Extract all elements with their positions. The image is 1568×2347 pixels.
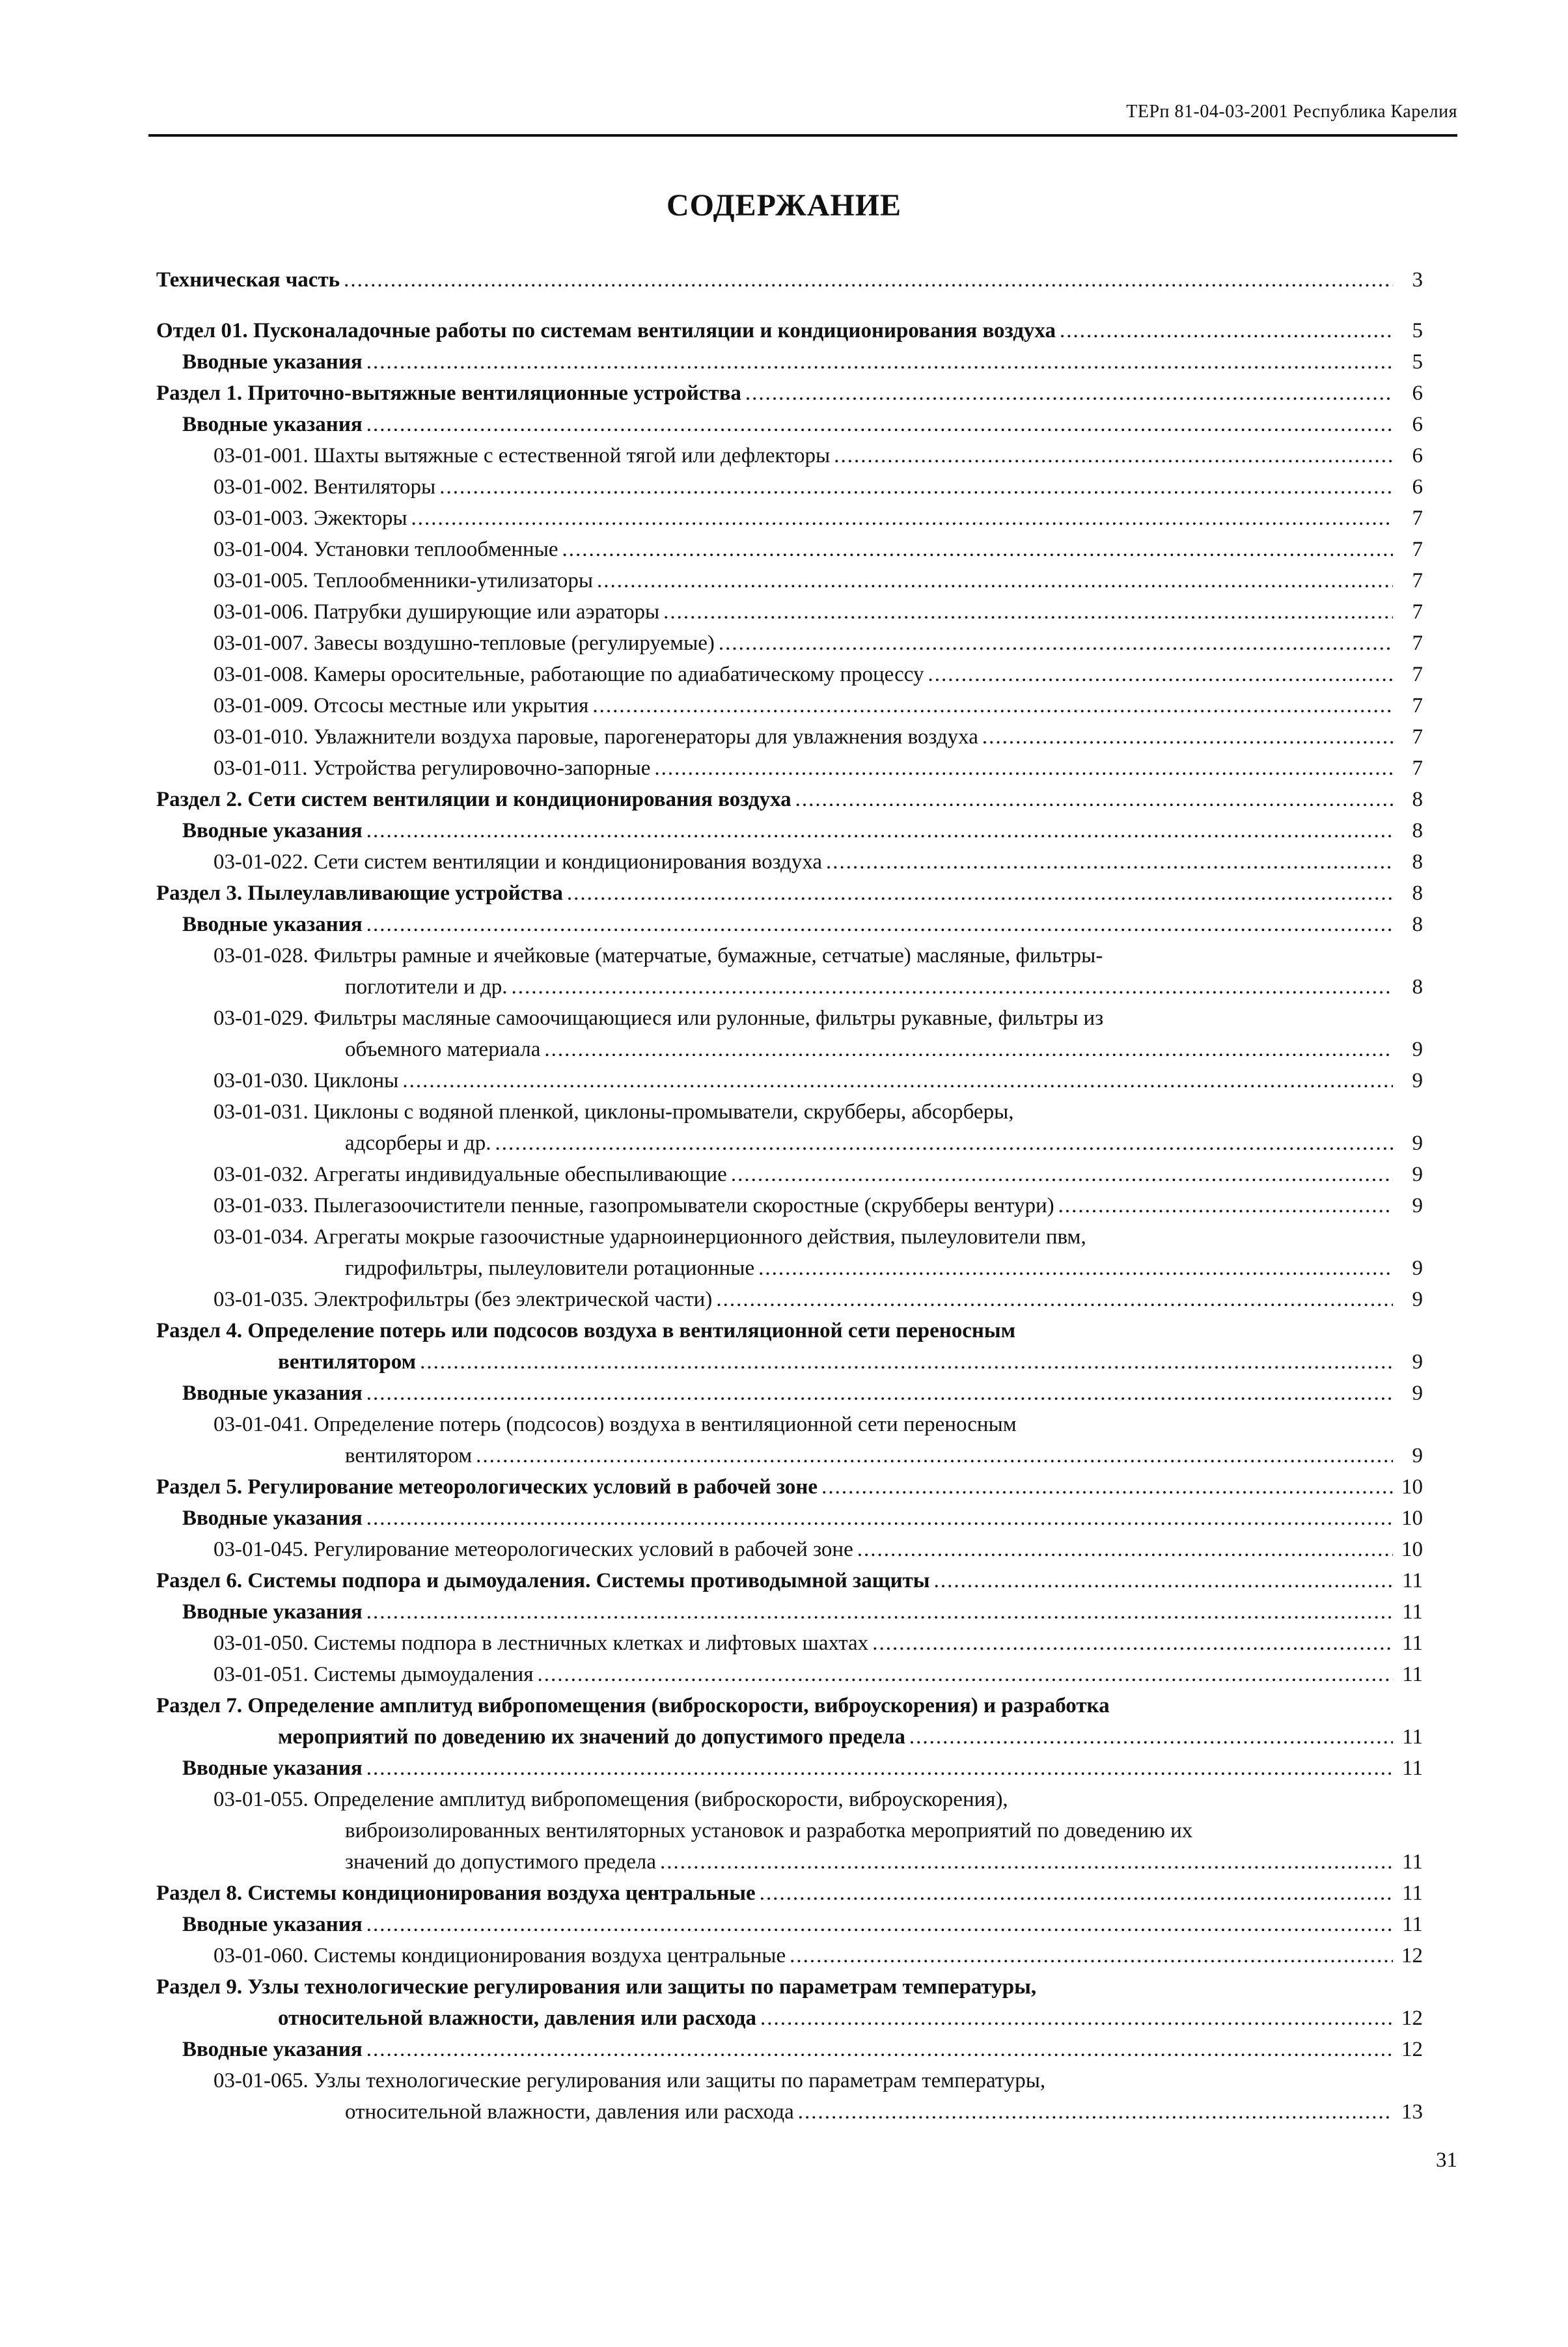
toc-entry bbox=[156, 1065, 1423, 1096]
toc-entry bbox=[156, 503, 1423, 534]
toc-entry bbox=[156, 784, 1423, 815]
toc-entry-text: 03-01-003. Эжекторы bbox=[213, 507, 407, 530]
toc-entry bbox=[156, 1503, 1423, 1534]
toc-entry-text: 03-01-002. Вентиляторы bbox=[213, 475, 436, 499]
toc-entry-page: 11 bbox=[1402, 1850, 1423, 1874]
toc-entry bbox=[156, 1034, 1423, 1065]
toc-entry-text: мероприятий по доведению их значений до допустимого предела bbox=[278, 1725, 905, 1749]
toc-entry bbox=[156, 1378, 1423, 1409]
dot-leader bbox=[790, 1940, 1393, 1971]
toc-entry-text: относительной влажности, давления или расхода bbox=[278, 2007, 756, 2030]
toc-entry-page: 3 bbox=[1412, 268, 1423, 292]
dot-leader bbox=[654, 753, 1393, 784]
dot-leader bbox=[909, 1721, 1393, 1753]
toc-entry-page: 7 bbox=[1412, 507, 1423, 530]
toc-entry bbox=[156, 878, 1423, 909]
toc-entry-text: 03-01-041. Определение потерь (подсосов) воздуха в вентиляционной сети переносным bbox=[213, 1413, 1017, 1436]
toc-entry-page: 11 bbox=[1402, 1725, 1423, 1749]
toc-entry bbox=[156, 753, 1423, 784]
toc-entry-page: 7 bbox=[1412, 694, 1423, 717]
toc-entry-text: 03-01-034. Агрегаты мокрые газоочистные ударноинерционного действия, пылеуловители пвм, bbox=[213, 1225, 1086, 1249]
toc-entry-page: 8 bbox=[1412, 819, 1423, 842]
dot-leader bbox=[826, 846, 1393, 878]
dot-leader bbox=[366, 1753, 1393, 1784]
toc-entry bbox=[156, 1003, 1423, 1034]
dot-leader bbox=[592, 690, 1393, 721]
toc-entry-page: 9 bbox=[1412, 1163, 1423, 1186]
toc-entry-page: 5 bbox=[1412, 350, 1423, 374]
toc-entry bbox=[156, 1128, 1423, 1159]
toc-entry bbox=[156, 1878, 1423, 1909]
toc-entry-page: 6 bbox=[1412, 475, 1423, 499]
dot-leader bbox=[795, 784, 1393, 815]
toc-entry bbox=[156, 1909, 1423, 1940]
toc-entry-text: Раздел 2. Сети систем вентиляции и кондиционирования воздуха bbox=[156, 788, 791, 811]
toc-entry-page: 10 bbox=[1401, 1538, 1423, 1561]
toc-entry bbox=[156, 909, 1423, 940]
toc-entry bbox=[156, 2096, 1423, 2128]
toc-entry-text: 03-01-006. Патрубки душирующие или аэраторы bbox=[213, 600, 660, 624]
dot-leader bbox=[660, 1846, 1393, 1878]
toc-entry-page: 6 bbox=[1412, 444, 1423, 467]
toc-entry bbox=[156, 1690, 1423, 1721]
dot-leader bbox=[798, 2096, 1393, 2128]
toc-entry bbox=[156, 565, 1423, 596]
toc-entry-text: 03-01-029. Фильтры масляные самоочищающиеся или рулонные, фильтры рукавные, фильтры из bbox=[213, 1007, 1104, 1030]
dot-leader bbox=[567, 878, 1393, 909]
toc-entry-page: 9 bbox=[1412, 1444, 1423, 1467]
toc-entry bbox=[156, 1346, 1423, 1378]
toc-entry-text: Раздел 6. Системы подпора и дымоудаления. Системы противодымной защиты bbox=[156, 1569, 930, 1592]
toc-entry bbox=[156, 1471, 1423, 1503]
toc-entry-text: 03-01-031. Циклоны с водяной пленкой, циклоны-промыватели, скрубберы, абсорберы, bbox=[213, 1100, 1014, 1124]
toc-entry-page: 6 bbox=[1412, 413, 1423, 436]
toc-entry-page: 8 bbox=[1412, 788, 1423, 811]
toc-entry bbox=[156, 1940, 1423, 1971]
dot-leader bbox=[731, 1159, 1393, 1190]
toc-entry bbox=[156, 2065, 1423, 2096]
toc-entry bbox=[156, 1565, 1423, 1596]
toc-entry-text: вентилятором bbox=[278, 1350, 417, 1374]
toc-entry bbox=[156, 596, 1423, 628]
toc-entry-page: 7 bbox=[1412, 663, 1423, 686]
toc-entry-text: Вводные указания bbox=[182, 2038, 363, 2061]
dot-leader bbox=[760, 2003, 1393, 2034]
toc-entry-text: 03-01-035. Электрофильтры (без электрической части) bbox=[213, 1288, 713, 1311]
toc-entry-page: 9 bbox=[1412, 1382, 1423, 1405]
dot-leader bbox=[366, 1909, 1393, 1940]
table-of-contents bbox=[156, 264, 1423, 2128]
toc-entry-text: объемного материала bbox=[345, 1038, 541, 1061]
dot-leader bbox=[544, 1034, 1393, 1065]
dot-leader bbox=[411, 503, 1393, 534]
dot-leader bbox=[538, 1659, 1393, 1690]
toc-entry-page: 11 bbox=[1402, 1757, 1423, 1780]
toc-entry-text: 03-01-060. Системы кондиционирования воздуха центральные bbox=[213, 1944, 786, 1967]
toc-entry bbox=[156, 1409, 1423, 1440]
toc-entry-page: 11 bbox=[1402, 1569, 1423, 1592]
dot-leader bbox=[420, 1346, 1393, 1378]
toc-entry-text: Вводные указания bbox=[182, 1600, 363, 1624]
toc-entry-text: Раздел 9. Узлы технологические регулирования или защиты по параметрам температуры, bbox=[156, 1975, 1037, 1999]
toc-entry bbox=[156, 378, 1423, 409]
dot-leader bbox=[439, 471, 1393, 503]
dot-leader bbox=[344, 264, 1393, 296]
toc-entry-page: 11 bbox=[1402, 1663, 1423, 1686]
toc-entry-text: 03-01-011. Устройства регулировочно-запорные bbox=[213, 757, 651, 780]
toc-entry bbox=[156, 1284, 1423, 1315]
toc-entry-page: 11 bbox=[1402, 1913, 1423, 1936]
toc-entry-page: 7 bbox=[1412, 757, 1423, 780]
toc-entry bbox=[156, 1721, 1423, 1753]
toc-entry bbox=[156, 690, 1423, 721]
dot-leader bbox=[366, 1378, 1393, 1409]
toc-entry-text: 03-01-028. Фильтры рамные и ячейковые (матерчатые, бумажные, сетчатые) масляные, фильтры- bbox=[213, 944, 1103, 967]
dot-leader bbox=[857, 1534, 1393, 1565]
dot-leader bbox=[366, 1596, 1393, 1628]
toc-entry-text: 03-01-007. Завесы воздушно-тепловые (регулируемые) bbox=[213, 632, 715, 655]
toc-entry bbox=[156, 1971, 1423, 2003]
dot-leader bbox=[366, 1503, 1393, 1534]
dot-leader bbox=[366, 409, 1393, 440]
toc-entry-text: Вводные указания bbox=[182, 1507, 363, 1530]
toc-entry-page: 6 bbox=[1412, 382, 1423, 405]
dot-leader bbox=[1058, 1190, 1393, 1221]
toc-entry-text: 03-01-030. Циклоны bbox=[213, 1069, 399, 1092]
dot-leader bbox=[366, 2034, 1393, 2065]
dot-leader bbox=[760, 1878, 1393, 1909]
toc-entry-page: 10 bbox=[1401, 1507, 1423, 1530]
toc-entry bbox=[156, 721, 1423, 753]
toc-entry-page: 13 bbox=[1401, 2100, 1423, 2124]
toc-entry-page: 11 bbox=[1402, 1632, 1423, 1655]
toc-entry-text: 03-01-004. Установки теплообменные bbox=[213, 538, 558, 561]
toc-entry-page: 12 bbox=[1401, 2007, 1423, 2030]
toc-entry-page: 12 bbox=[1401, 1944, 1423, 1967]
toc-entry-text: Раздел 1. Приточно-вытяжные вентиляционные устройства bbox=[156, 382, 741, 405]
toc-entry bbox=[156, 1440, 1423, 1471]
toc-entry-page: 11 bbox=[1402, 1882, 1423, 1905]
toc-entry bbox=[156, 409, 1423, 440]
toc-entry-page: 8 bbox=[1412, 850, 1423, 874]
page-number: 31 bbox=[1436, 2148, 1457, 2172]
toc-entry bbox=[156, 1784, 1423, 1815]
dot-leader bbox=[663, 596, 1393, 628]
toc-entry-text: поглотители и др. bbox=[345, 975, 508, 999]
toc-entry-text: адсорберы и др. bbox=[345, 1132, 491, 1155]
toc-entry bbox=[156, 534, 1423, 565]
toc-entry-text: Раздел 7. Определение амплитуд вибропомещения (виброскорости, виброускорения) и разработка bbox=[156, 1694, 1110, 1717]
toc-entry bbox=[156, 1315, 1423, 1346]
toc-entry-page: 5 bbox=[1412, 319, 1423, 342]
toc-entry-text: Отдел 01. Пусконаладочные работы по системам вентиляции и кондиционирования воздуха bbox=[156, 319, 1056, 342]
toc-entry bbox=[156, 2003, 1423, 2034]
toc-entry-text: Вводные указания bbox=[182, 413, 363, 436]
running-header bbox=[148, 98, 1457, 137]
dot-leader bbox=[821, 1471, 1393, 1503]
toc-entry bbox=[156, 315, 1423, 346]
toc-entry-page: 11 bbox=[1402, 1600, 1423, 1624]
dot-leader bbox=[758, 1253, 1393, 1284]
toc-entry bbox=[156, 971, 1423, 1003]
dot-leader bbox=[716, 1284, 1393, 1315]
toc-entry bbox=[156, 1846, 1423, 1878]
toc-entry bbox=[156, 940, 1423, 971]
dot-leader bbox=[934, 1565, 1393, 1596]
toc-entry-page: 7 bbox=[1412, 538, 1423, 561]
toc-entry bbox=[156, 440, 1423, 471]
dot-leader bbox=[495, 1128, 1393, 1159]
dot-leader bbox=[872, 1628, 1393, 1659]
toc-entry-page: 9 bbox=[1412, 1132, 1423, 1155]
toc-entry bbox=[156, 1753, 1423, 1784]
toc-entry-page: 9 bbox=[1412, 1069, 1423, 1092]
toc-entry bbox=[156, 264, 1423, 296]
dot-leader bbox=[366, 815, 1393, 846]
page-title: СОДЕРЖАНИЕ bbox=[666, 188, 902, 223]
toc-entry-text: Вводные указания bbox=[182, 1757, 363, 1780]
dot-leader bbox=[366, 346, 1393, 378]
toc-entry-text: 03-01-032. Агрегаты индивидуальные обеспыливающие bbox=[213, 1163, 727, 1186]
toc-entry bbox=[156, 1659, 1423, 1690]
toc-entry-page: 8 bbox=[1412, 882, 1423, 905]
toc-entry bbox=[156, 659, 1423, 690]
toc-entry-page: 9 bbox=[1412, 1257, 1423, 1280]
toc-entry bbox=[156, 628, 1423, 659]
dot-leader bbox=[745, 378, 1393, 409]
toc-entry-text: 03-01-055. Определение амплитуд вибропомещения (виброскорости, виброускорения), bbox=[213, 1788, 1008, 1811]
toc-entry-page: 8 bbox=[1412, 913, 1423, 936]
toc-entry-text: 03-01-045. Регулирование метеорологических условий в рабочей зоне bbox=[213, 1538, 853, 1561]
dot-leader bbox=[597, 565, 1393, 596]
toc-entry-text: 03-01-022. Сети систем вентиляции и кондиционирования воздуха bbox=[213, 850, 823, 874]
toc-entry bbox=[156, 1159, 1423, 1190]
toc-entry-text: Техническая часть bbox=[156, 268, 340, 292]
toc-entry-text: Вводные указания bbox=[182, 1913, 363, 1936]
header-text: ТЕРп 81-04-03-2001 Республика Карелия bbox=[1126, 102, 1457, 122]
toc-entry-text: Вводные указания bbox=[182, 819, 363, 842]
toc-entry-page: 7 bbox=[1412, 600, 1423, 624]
toc-entry-page: 10 bbox=[1401, 1475, 1423, 1499]
toc-entry bbox=[156, 1096, 1423, 1128]
toc-entry-text: виброизолированных вентиляторных установок и разработка мероприятий по доведению их bbox=[345, 1819, 1193, 1842]
toc-entry-text: 03-01-050. Системы подпора в лестничных клетках и лифтовых шахтах bbox=[213, 1632, 869, 1655]
toc-entry bbox=[156, 1190, 1423, 1221]
toc-entry-page: 7 bbox=[1412, 569, 1423, 592]
toc-entry-text: 03-01-005. Теплообменники-утилизаторы bbox=[213, 569, 594, 592]
toc-entry bbox=[156, 2034, 1423, 2065]
toc-entry-page: 12 bbox=[1401, 2038, 1423, 2061]
toc-entry-text: значений до допустимого предела bbox=[345, 1850, 656, 1874]
toc-entry-text: 03-01-033. Пылегазоочистители пенные, газопромыватели скоростные (скрубберы вентури) bbox=[213, 1194, 1054, 1217]
toc-entry-page: 8 bbox=[1412, 975, 1423, 999]
toc-entry-page: 9 bbox=[1412, 1038, 1423, 1061]
toc-entry-text: Вводные указания bbox=[182, 1382, 363, 1405]
dot-leader bbox=[834, 440, 1393, 471]
toc-entry-text: 03-01-009. Отсосы местные или укрытия bbox=[213, 694, 589, 717]
dot-leader bbox=[982, 721, 1393, 753]
toc-entry-text: Раздел 8. Системы кондиционирования воздуха центральные bbox=[156, 1882, 756, 1905]
toc-entry-page: 9 bbox=[1412, 1288, 1423, 1311]
dot-leader bbox=[562, 534, 1393, 565]
toc-entry-page: 7 bbox=[1412, 725, 1423, 749]
dot-leader bbox=[366, 909, 1393, 940]
toc-entry-text: Вводные указания bbox=[182, 350, 363, 374]
toc-entry-text: относительной влажности, давления или расхода bbox=[345, 2100, 794, 2124]
toc-entry-text: 03-01-065. Узлы технологические регулирования или защиты по параметрам температуры, bbox=[213, 2069, 1046, 2092]
toc-entry-text: Раздел 4. Определение потерь или подсосов воздуха в вентиляционной сети переносным bbox=[156, 1319, 1016, 1342]
toc-entry-text: вентилятором bbox=[345, 1444, 473, 1467]
toc-entry bbox=[156, 1815, 1423, 1846]
toc-entry bbox=[156, 815, 1423, 846]
toc-entry-page: 9 bbox=[1412, 1350, 1423, 1374]
dot-leader bbox=[402, 1065, 1393, 1096]
dot-leader bbox=[476, 1440, 1393, 1471]
toc-entry-text: 03-01-001. Шахты вытяжные с естественной тягой или дефлекторы bbox=[213, 444, 831, 467]
toc-entry bbox=[156, 846, 1423, 878]
toc-entry bbox=[156, 1596, 1423, 1628]
toc-entry-page: 7 bbox=[1412, 632, 1423, 655]
toc-entry-text: 03-01-008. Камеры оросительные, работающие по адиабатическому процессу bbox=[213, 663, 924, 686]
toc-entry bbox=[156, 346, 1423, 378]
toc-entry-text: 03-01-051. Системы дымоудаления bbox=[213, 1663, 534, 1686]
toc-entry bbox=[156, 1628, 1423, 1659]
dot-leader bbox=[512, 971, 1393, 1003]
dot-leader bbox=[719, 628, 1393, 659]
dot-leader bbox=[1060, 315, 1393, 346]
toc-entry-text: 03-01-010. Увлажнители воздуха паровые, парогенераторы для увлажнения воздуха bbox=[213, 725, 978, 749]
toc-entry bbox=[156, 1534, 1423, 1565]
toc-entry-text: Вводные указания bbox=[182, 913, 363, 936]
toc-entry bbox=[156, 1253, 1423, 1284]
toc-entry bbox=[156, 1221, 1423, 1253]
toc-entry-page: 9 bbox=[1412, 1194, 1423, 1217]
toc-entry-text: Раздел 5. Регулирование метеорологических условий в рабочей зоне bbox=[156, 1475, 818, 1499]
toc-entry bbox=[156, 471, 1423, 503]
dot-leader bbox=[928, 659, 1393, 690]
toc-entry-text: Раздел 3. Пылеулавливающие устройства bbox=[156, 882, 563, 905]
toc-entry-text: гидрофильтры, пылеуловители ротационные bbox=[345, 1257, 755, 1280]
